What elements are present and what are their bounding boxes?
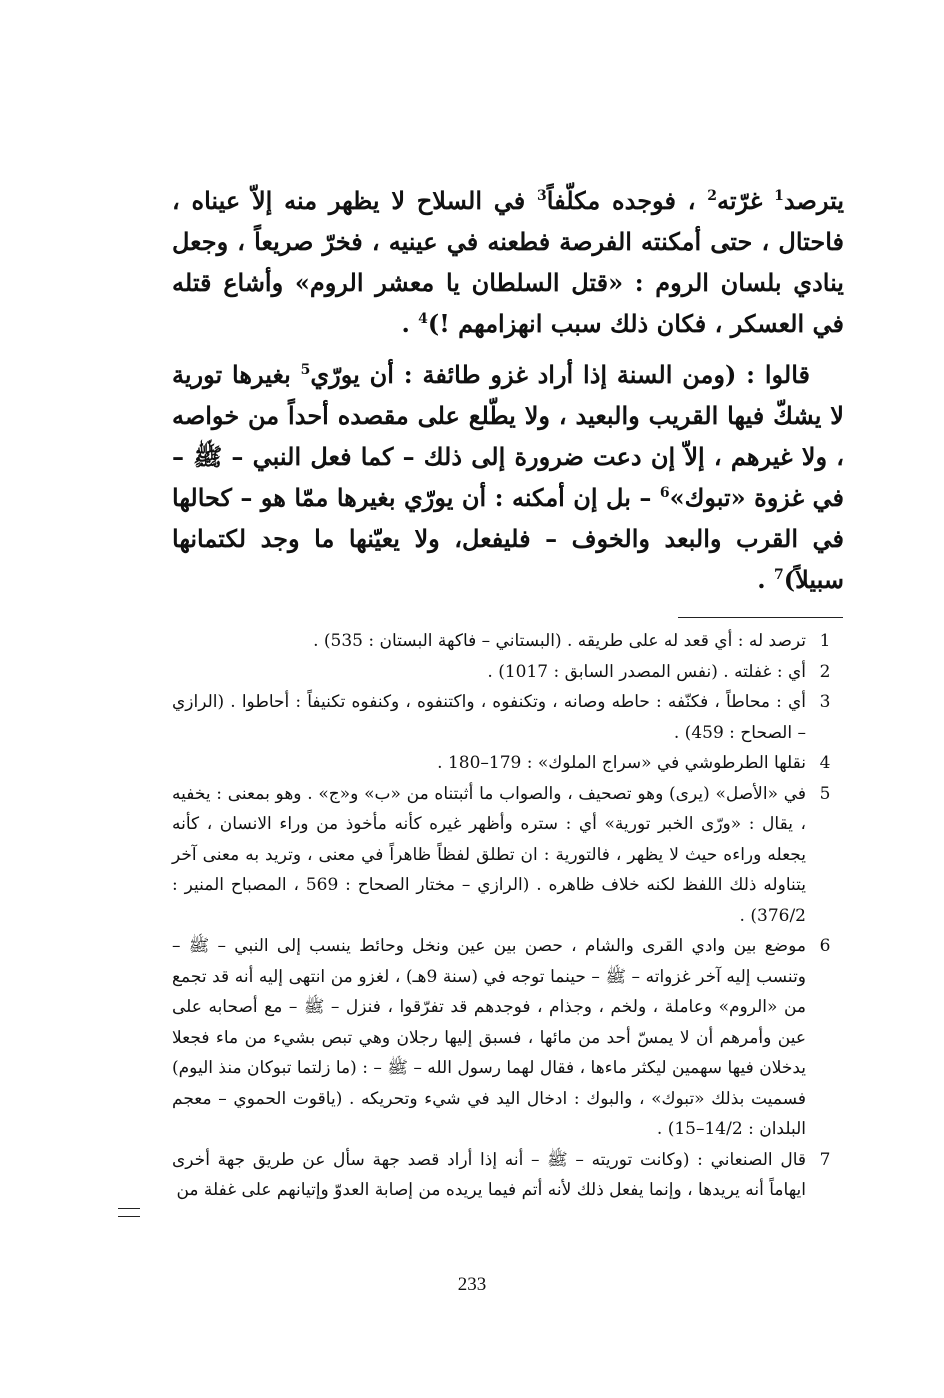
footnotes [172,626,844,1206]
footnote-text: أي : غفلته . (نفس المصدر السابق : 1017) . [487,661,806,682]
footnote-number: 4 [819,753,831,773]
footnote-number: 5 [819,783,831,804]
footnote-text: في «الأصل» (يرى) وهو تصحيف ، والصواب ما أثبتناه من «ب» و«ج» . وهو بمعنى : يخفيه ، يقال : «ورّى الخبر تورية» أي : ستره وأظهر غيره كأنه مأخوذ من وراء الانسان ، كأنه يجعله وراءه حيث لا يظهر ، فالتورية : ان تطلق لفظاً ظاهراً في معنى ، وتريد به معنى آخر يتناوله ذلك اللفظ لكنه خلاف ظاهره . (الرازي – مختار الصحاح : 569 ، المصباح المنير : 376/2) . [172,783,806,926]
footnote-4 [172,748,844,779]
text-segment: قالوا : (ومن السنة إذا أراد غزو طائفة : أن يورّي [310,360,810,389]
footnote-text: أي : محاطاً ، فكنّفه : حاطه وصانه ، وتكنفوه ، واكتنفوه ، وكنفوه تكنيفاً : أحاطوا . (الرازي – الصحاح : 459) . [172,692,806,743]
paragraph-1 [172,180,844,344]
text-segment: غرّته [716,186,775,215]
text-segment: . [401,309,419,338]
footnote-separator [678,617,843,618]
footnote-number: 7 [819,1149,831,1170]
footnote-ref[interactable]: 3 [537,188,547,204]
text-segment: – بل إن أمكنه : أن يورّي بغيرها ممّا هو – كحالها في القرب والبعد والخوف – فليفعل، ولا يعيّنها ما وجد لكتمانها سبيلاً) [172,483,844,594]
footnote-3 [172,687,844,748]
footnote-7 [172,1145,844,1206]
footnote-ref[interactable]: 6 [659,485,670,501]
footnote-ref[interactable]: 5 [300,362,311,378]
footnote-text: نقلها الطرطوشي في «سراج الملوك» : 179–180 . [437,753,806,773]
footnote-number: 1 [819,631,831,651]
text-segment: يترصد [783,186,844,215]
footnote-text: ترصد له : أي قعد له على طريقه . (البستاني – فاكهة البستان : 535) . [313,631,806,651]
footnote-number: 2 [819,661,831,682]
footnote-6 [172,931,844,1145]
footnote-1 [172,626,844,657]
footnote-2 [172,657,844,688]
footnote-ref[interactable]: 1 [774,188,784,204]
footnote-ref[interactable]: 7 [773,567,784,583]
text-segment: . [757,565,774,594]
footnote-number: 6 [819,936,831,956]
paragraph-2 [172,354,844,600]
continuation-mark [118,1208,140,1217]
text-segment: بغيرها تورية لا يشكّ فيها القريب والبعيد ، ولا يطّلع على مقصده أحداً من خواصه ، ولا غيرهم ، إلاّ إن دعت ضرورة إلى ذلك – كما فعل النبي – ﷺ – في غزوة «تبوك» [172,360,845,512]
page-number: 233 [457,1274,487,1295]
footnote-ref[interactable]: 2 [707,188,717,204]
text-segment: في السلاح لا يظهر منه إلاّ عيناه ، فاحتال ، حتى أمكنته الفرصة فطعنه في عينيه ، فخرّ صريعاً ، وجعل ينادي بلسان الروم : «قتل السلطان يا معشر الروم» وأشاع قتله في العسكر ، فكان ذلك سبب انهزامهم !) [172,186,844,338]
main-text [172,180,844,600]
footnote-ref[interactable]: 4 [418,311,428,327]
footnote-5 [172,779,844,932]
footnote-number: 3 [819,692,831,712]
footnote-text: قال الصنعاني : (وكانت توريته – ﷺ – أنه إذا أراد قصد جهة سأل عن طريق جهة أخرى ايهاماً أنه يريدها ، وإنما يفعل ذلك لأنه أتم فيما يريده من إصابة العدوّ وإتيانهم على غفلة من [172,1149,806,1200]
text-segment: ، فوجده مكلّفاً [546,186,708,215]
footnote-text: موضع بين وادي القرى والشام ، حصن بين عين ونخل وحائط ينسب إلى النبي – ﷺ – وتنسب إليه آخر غزواته – ﷺ – حينما توجه في (سنة 9هـ) ، لغزو من انتهى إليه أنه قد تجمع من «الروم» وعاملة ، ولخم ، وجذام ، فوجدهم قد تفرّقوا ، فنزل – ﷺ – مع أصحابه على عين وأمرهم أن لا يمسّ أحد من مائها ، فسبق إليها رجلان وهي تبص بشيء من ماء فجعلا يدخلان فيها سهمين ليكثر ماءها ، فقال لهما رسول الله – ﷺ – : (ما زلتما تبوكان منذ اليوم) فسميت بذلك «تبوك» ، والبوك : ادخال اليد في شيء وتحريكه . (ياقوت الحموي – معجم البلدان : 14/2–15) . [172,936,807,1139]
